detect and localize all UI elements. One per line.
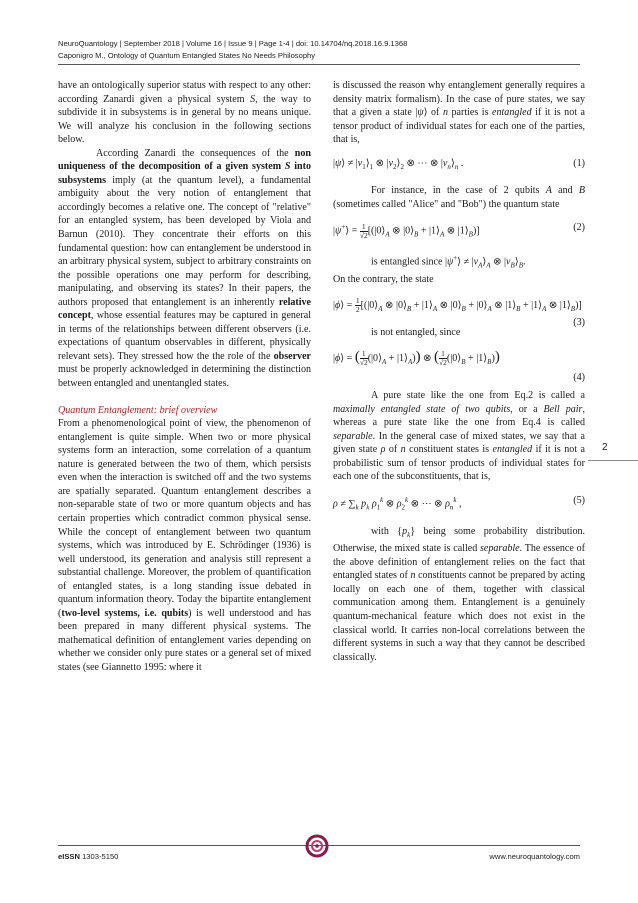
paragraph: have an ontologically superior status with respect to any other: according Zanardi given a physical system S, the way to subdivide it in subsystems is in general by no means unique. We will analyze his conclusion in the following sections below.: [58, 80, 311, 146]
page-number: 2: [602, 442, 608, 453]
equation-number: (5): [573, 494, 585, 506]
equation-number: (2): [573, 222, 585, 234]
paragraph: According Zanardi the consequences of the non uniqueness of the decomposition of a given system S into subsystems imply (at the quantum level), a fundamental ambiguity about the very notion of entanglement that accordingly becomes a relative one. The concept of "relative" for an entangled system, has been developed by Viola and Barnun (2010). They concentrate their efforts on this fundamental question: how can entanglement be understood in an arbitrary physical system, subject to arbitrary constraints on the possible operations one may perform for describing, manipulating, and observing its states? In their papers, the authors proposed that entanglement is an inherently relative concept, whose essential features may be captured in general in terms of the relationships between different observers (i.e. expectations of quantum observables in different, physically relevant sets). They stressed how the the role of the observer must be properly acknowledged in determining the distinction between entangled and unentangled states.: [58, 147, 311, 390]
equation-3: |ϕ⟩ = $\frac{1}{2}$ [($|0⟩_A$ ⊗ $|0⟩_B$ + $|1⟩_A$ ⊗ $|0⟩_B$ + $|0⟩_A$ ⊗ $|1⟩_B$ + $|1⟩_A$ ⊗ $|1⟩_B$)] (3): [333, 295, 585, 329]
equation-4: |ϕ⟩ = ( $\frac{1}{√2}$ ($|0⟩_A$ + $|1⟩_A$)) ⊗ ( $\frac{1}{√2}$ ($|0⟩_B$ + $|1⟩_B$)) (4): [333, 348, 585, 384]
equation-number: (4): [573, 372, 585, 384]
equation-number: (3): [573, 317, 585, 329]
paragraph: is not entangled, since: [371, 327, 461, 339]
header-journal-line: NeuroQuantology | September 2018 | Volume 16 | Issue 9 | Page 1-4 | doi: 10.14704/nq.2018.16.9.1368: [58, 39, 408, 48]
paragraph: From a phenomenological point of view, the phenomenon of entanglement is quite simple. When two or more physical systems form an interaction, some correlation of a quantum nature is generated between the two of them, which persists even when the interaction is switched off and the two systems are spatially separated. Quantum entanglement describes a non-separable state of two or more quantum objects and has certain properties which contradict common physical sense. While the concept of entanglement between two quantum systems, which was introduced by E. Schrödinger (1936) is well understood, its generation and analysis still represent a substantial challenge. Moreover, the problem of quantification of entangled states, is a long standing issue debated in quantum information theory. Today the bipartite entanglement (two-level systems, i.e. qubits) is well understood and has been prepared in many different physical systems. The mathematical definition of entanglement varies depending on whether we consider only pure states or a general set of mixed states (see Giannetto 1995: where it: [58, 418, 311, 673]
equation-5: $\rho \ne \sum_k$ $p_k$ $\rho_1^k$ ⊗ $\rho_2^k$ ⊗ ⋯ ⊗ $\rho_n^k$ , (5): [333, 494, 585, 512]
paragraph: A pure state like the one from Eq.2 is called a maximally entangled state of two qubits, or a Bell pair, whereas a pure state like the one from Eq.4 is called separable. In the general case of mixed states, we say that a given state ρ of n constituent states is entangled if it is not a probabilistic sum of tensor products of individual states for each one of the subconstituents, that is,: [333, 389, 585, 483]
equation-2: |ψ+⟩ = $\frac{1}{√2}$ [($|0⟩_A$ ⊗ $|0⟩_B$ + $|1⟩_A$ ⊗ $|1⟩_B$)] (2): [333, 221, 585, 240]
footer-website: www.neuroquantology.com: [489, 852, 580, 861]
paragraph: On the contrary, the state: [333, 274, 434, 286]
paragraph: is discussed the reason why entanglement generally requires a density matrix formalism). In the case of pure states, we say that a given a state |ψ⟩ of n parties is entangled if it is not a tensor product of individual states for each one of the parties, that is,: [333, 80, 585, 146]
header-rule: [58, 64, 580, 65]
equation-number: (1): [573, 157, 585, 169]
equation-1: |ψ⟩ ≠ $|v_1⟩_1$ ⊗ $|v_2⟩_2$ ⊗ ⋯ ⊗ $|v_n⟩_n$ . (1): [333, 157, 585, 171]
paragraph: with $\{p_k\}$ being some probability distribution. Otherwise, the mixed state is called separable. The essence of the above definition of entanglement relies on the fact that entangled states of n constituents cannot be prepared by acting locally on each one of them, together with classical communication among them. Entanglement is a genuinely quantum-mechanical feature which does not exist in the classical world. It carries non-local correlations between the different systems in such a way that they cannot be described classically.: [333, 525, 586, 663]
running-header: [58, 38, 407, 62]
page-number-rule: [588, 460, 638, 461]
left-column: [58, 79, 311, 675]
paragraph: For instance, in the case of 2 qubits A and B (sometimes called "Alice" and "Bob") the quantum state: [333, 185, 586, 210]
section-heading: Quantum Entanglement: brief overview: [58, 404, 218, 416]
footer-eissn: eISSN 1303-5150: [58, 852, 119, 861]
header-author-line: Caponigro M., Ontology of Quantum Entangled States No Needs Philosophy: [58, 51, 316, 60]
journal-logo-icon: [303, 833, 331, 859]
paragraph: is entangled since |ψ+⟩ ≠ $|v_A⟩_A$ ⊗ $|v_B⟩_B$.: [371, 254, 526, 270]
right-column: [333, 79, 585, 664]
